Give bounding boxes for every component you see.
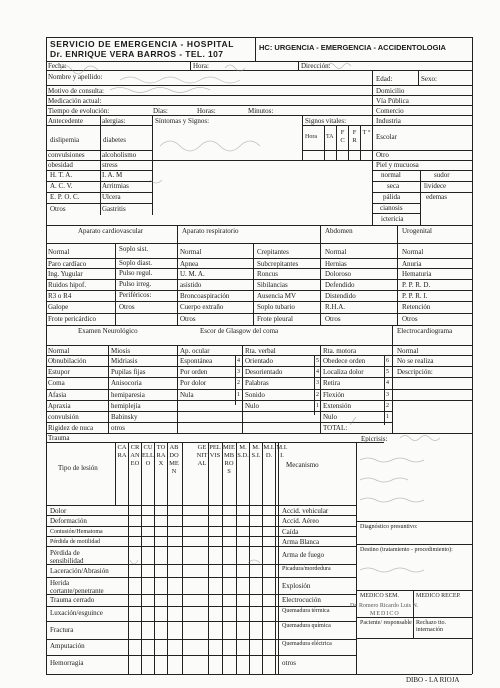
ant-dislipemia: dislipemia [50, 136, 80, 144]
skin-sudor: sudor [434, 171, 450, 179]
col-genital: GENITAL [196, 444, 208, 467]
ecg-normal: Normal [397, 347, 419, 355]
col-mid: M.I.D. [263, 444, 275, 459]
glasgow-motora-title: Rta. motora [323, 347, 357, 355]
motora-score-5: 5 [386, 369, 389, 375]
abd-otros: Otros [325, 315, 341, 323]
ecg-no-realiza: No se realiza [397, 357, 434, 365]
neuro-apraxia: Apraxia [48, 402, 71, 410]
origin-via-publica: Vía Pública [376, 97, 409, 105]
ant-diabetes: diabetes [103, 136, 126, 144]
uro-anuria: Anuria [402, 260, 422, 268]
neuro-obnubilacion: Obnubilación [48, 357, 87, 365]
lesion-laceracion: Laceración/Abrasión [50, 567, 109, 575]
direccion-label: Dirección: [301, 62, 331, 70]
lesion-fractura: Fractura [50, 626, 74, 634]
ant-acv: A. C. V. [50, 182, 73, 190]
cardio-paro: Paro cardíaco [48, 260, 87, 268]
diag-medico-recep: MEDICO RECEP. [416, 593, 461, 599]
abd-hernias: Hernias [325, 260, 347, 268]
origin-otro: Otro [376, 151, 389, 159]
ocular-nula: Nula [180, 391, 194, 399]
neuro-estupor: Estupor [48, 368, 70, 376]
uro-title: Urogenital [402, 227, 432, 235]
lesion-motilidad: Pérdida de motilidad [50, 539, 100, 545]
abd-normal: Normal [325, 248, 347, 256]
vital-fc: F C [340, 129, 345, 144]
abd-distendido: Distendido [325, 292, 356, 300]
neuro-afasia: Afasia [48, 391, 67, 399]
neuro-otros: otros [111, 424, 125, 432]
cardio-soplo-sist: Soplo sist. [119, 245, 149, 253]
mecanismo-title: Mecanismo [286, 461, 319, 469]
abd-defendido: Defendido [325, 281, 355, 289]
cardio-ruidos: Ruidos hipof. [48, 281, 87, 289]
resp-otros: Otros [180, 315, 196, 323]
cardio-title: Aparato cardiovascular [78, 227, 144, 235]
diag-destino: Destino (tratamiento - procedimiento): [360, 547, 453, 553]
mech-picadura: Picadura/mordedura [282, 566, 331, 572]
cardio-soplo-diast: Soplo diast. [119, 259, 153, 267]
abd-doloroso: Doloroso [325, 270, 352, 278]
resp-frote-pleural: Frote pleural [257, 315, 293, 323]
ant-stress: stress [102, 161, 118, 169]
epicrisis-label: Epicrisis: [361, 435, 388, 443]
verbal-score-5: 5 [316, 358, 319, 364]
motora-score-6: 6 [386, 358, 389, 364]
resp-normal: Normal [180, 248, 202, 256]
origin-comercio: Comercio [376, 107, 404, 115]
nombre-label: Nombre y apellido: [48, 73, 103, 81]
lesion-contusion: Contusión/Hematoma [50, 529, 103, 535]
mech-quemadura-termica: Quemadura térmica [282, 608, 330, 614]
neuro-babinsky: Babinsky [111, 413, 138, 421]
trauma-title: Trauma [48, 434, 70, 442]
motora-flexion: Flexión [323, 391, 345, 399]
lesion-deformacion: Deformación [50, 517, 87, 525]
skin-normal: normal [381, 171, 401, 179]
medicacion-label: Medicación actual: [48, 97, 102, 105]
ant-alcoholismo: alcoholismo [102, 151, 137, 159]
lesion-herida: Herida cortante/penetrante [50, 579, 104, 595]
verbal-palabras: Palabras [245, 379, 269, 387]
abd-rha: R.H.A. [325, 303, 346, 311]
resp-sibilancias: Sibilancias [257, 281, 288, 289]
ocular-por-dolor: Por dolor [180, 379, 207, 387]
ant-arritmias: Arritmias [102, 182, 129, 190]
uro-retencion: Retención [402, 303, 431, 311]
neuro-hemiplejia: hemiplejía [111, 402, 141, 410]
vital-fr: F R [352, 129, 357, 144]
lesion-luxacion: Luxación/esguince [50, 609, 103, 617]
verbal-nulo: Nulo [245, 402, 259, 410]
motora-nulo: Nulo [323, 413, 337, 421]
ocular-score-4: 4 [237, 358, 240, 364]
origin-escolar: Escolar [376, 133, 397, 141]
verbal-score-4: 4 [316, 369, 319, 375]
vital-t: T ° [362, 129, 371, 136]
cardio-pulso-regul: Pulso regul. [119, 269, 153, 277]
cardio-otros: Otros [119, 303, 135, 311]
glasgow-total: TOTAL: [323, 424, 348, 432]
col-miembros: MIEMBROS [223, 444, 235, 475]
motora-extension: Extensión [323, 402, 351, 410]
ant-otros: Otros [50, 205, 66, 213]
neuro-coma: Coma [48, 379, 65, 387]
mech-otros: otros [282, 659, 296, 667]
diag-medico-sem: MEDICO SEM. [360, 593, 400, 599]
resp-crepitantes: Crepitantes [257, 248, 289, 256]
ant-hta: H. T. A. [50, 171, 73, 179]
cardio-perifericos: Periféricos: [119, 291, 152, 299]
vitals-label: Signos vitales: [305, 117, 347, 125]
mech-arma-fuego: Arma de fuego [282, 551, 324, 559]
neuro-rigidez: Rigidez de nuca [48, 424, 94, 432]
motora-retira: Retira [323, 379, 341, 387]
ant-convulsiones: convulsiones [48, 151, 85, 159]
mech-quemadura-electrica: Quemadura eléctrica [282, 641, 332, 647]
neuro-anisocoria: Anisocoria [111, 379, 142, 387]
skin-ictericia: ictericia [381, 215, 404, 223]
tipo-lesion: Tipo de lesión [58, 464, 98, 472]
glasgow-ocular-title: Ap. ocular [180, 347, 210, 355]
footer-text: DIBO - LA RIOJA [406, 676, 460, 684]
glasgow-title: Escor de Glasgow del coma [200, 327, 279, 335]
lesion-sensibilidad: Pérdida de sensibilidad [50, 549, 84, 565]
col-craneo: CRANEO [130, 444, 140, 467]
ecg-descripcion: Descripción: [397, 368, 433, 376]
ocular-espontanea: Espontánea [180, 357, 213, 365]
lesion-hemorragia: Hemorragia [50, 659, 84, 667]
stamp-name: Dr. Romero Ricardo Luis N. [350, 603, 419, 609]
fecha-label: Fecha: [48, 62, 67, 70]
col-abdomen: ABDOMEN [169, 444, 179, 475]
motivo-label: Motivo de consulta: [48, 87, 104, 95]
mech-arma-blanca: Arma Blanca [282, 538, 320, 546]
mech-quemadura-quimica: Quemadura química [282, 623, 331, 629]
ocular-score-1: 1 [237, 392, 240, 398]
skin-lividece: lividece [424, 182, 447, 190]
neuro-midriasis: Midriasis [111, 357, 138, 365]
verbal-sonido: Sonido [245, 391, 265, 399]
resp-soplo-tubario: Soplo tubario [257, 303, 295, 311]
skin-cianosis: cianosis [380, 204, 403, 212]
uro-pprd: P. P. R. D. [402, 281, 431, 289]
verbal-orientado: Orientado [245, 357, 273, 365]
motora-localiza: Localiza dolor [323, 368, 364, 376]
doctor-line: Dr. ENRIQUE VERA BARROS - TEL. 107 [50, 49, 224, 59]
resp-uma: U. M. A. [180, 270, 205, 278]
glasgow-verbal-title: Rta. verbal [245, 347, 276, 355]
resp-ausencia-mv: Ausencia MV [257, 292, 297, 300]
resp-broncoaspiracion: Broncoaspiración [180, 292, 230, 300]
col-msd: M.S.D. [237, 444, 249, 459]
skin-title: Piel y mucuosa [376, 161, 419, 169]
vital-hora: Hora [305, 134, 317, 140]
lesion-amputacion: Amputación [50, 642, 85, 650]
verbal-score-3: 3 [316, 380, 319, 386]
cardio-galope: Galope [48, 303, 69, 311]
neuro-hemiparesia: hemiparesia [111, 391, 145, 399]
cardio-frote: Frote pericárdico [48, 315, 97, 323]
uro-hematuria: Hematuria [402, 270, 432, 278]
dias-label: Días: [153, 107, 168, 115]
verbal-score-2: 2 [316, 392, 319, 398]
ocular-por-orden: Por orden [180, 368, 208, 376]
neuro-convulsion: convulsión [48, 413, 79, 421]
resp-roncus: Roncus [257, 270, 278, 278]
symptoms-label: Síntomas y Signos: [155, 117, 210, 125]
origin-industria: Industria [376, 117, 401, 125]
verbal-desorientado: Desorientado [245, 368, 283, 376]
verbal-score-1: 1 [316, 403, 319, 409]
skin-edemas: edemas [426, 193, 447, 201]
minutos-label: Minutos: [248, 107, 274, 115]
col-pelvis: PELVIS [209, 444, 221, 459]
tiempo-label: Tiempo de evolución: [48, 107, 110, 115]
mech-caida: Caída [282, 528, 299, 536]
diag-responsable: Paciente/ responsable [360, 620, 412, 626]
diag-rechazo: Rechazo tto. internación [416, 620, 446, 633]
cardio-yugular: Ing. Yugular [48, 270, 83, 278]
horas-label: Horas: [197, 107, 216, 115]
motora-score-4: 4 [386, 380, 389, 386]
mech-explosion: Explosión [282, 582, 311, 590]
antecedente-title: Antecedente [48, 117, 83, 125]
ecg-title: Electrocardiograma [397, 327, 453, 335]
mech-electrocucion: Electrocución [282, 596, 321, 604]
neuro-normal: Normal [48, 347, 70, 355]
service-title: SERVICIO DE EMERGENCIA - HOSPITAL [50, 39, 234, 49]
ant-ulcera: Ulcera [102, 193, 121, 201]
skin-seca: seca [387, 182, 400, 190]
edad-label: Edad: [376, 75, 393, 83]
hc-title: HC: URGENCIA - EMERGENCIA - ACCIDENTOLOGIA [259, 43, 446, 52]
neuro-pupilas-fijas: Pupilas fijas [111, 368, 146, 376]
col-cara: CARA [117, 444, 127, 459]
uro-ppri: P. P. R. I. [402, 292, 428, 300]
cardio-pulso-irreg: Pulso irreg. [119, 280, 152, 288]
vital-ta: TA [326, 134, 334, 140]
resp-cuerpo-extrano: Cuerpo extraño [180, 303, 224, 311]
cardio-r3r4: R3 o R4 [48, 292, 72, 300]
ant-iam: I. A. M [102, 171, 123, 179]
col-msi: M.S.I. [251, 444, 261, 459]
resp-apnea: Apnea [180, 260, 199, 268]
neuro-title: Examen Neurológico [78, 327, 138, 335]
uro-normal: Normal [402, 248, 424, 256]
col-mii: M.I.I. [276, 444, 288, 459]
hora-label: Hora: [193, 62, 209, 70]
motora-score-1: 1 [386, 414, 389, 420]
stamp-title: MEDICO [370, 611, 400, 617]
ant-epoc: E. P. O. C. [50, 193, 80, 201]
resp-subcrepitantes: Subcrepitantes [257, 260, 299, 268]
uro-otros: Otros [402, 315, 418, 323]
mech-aereo: Accid. Aéreo [282, 517, 319, 525]
skin-palida: pálida [383, 193, 401, 201]
ocular-score-3: 3 [237, 369, 240, 375]
ant-alergias: alergias: [102, 117, 126, 125]
cardio-normal: Normal [48, 248, 70, 256]
ant-gastritis: Gastritis [102, 205, 126, 213]
motora-score-2: 2 [386, 403, 389, 409]
resp-asistido: asistido [180, 281, 202, 289]
col-torax: TORAX [156, 444, 166, 467]
col-cuello: CUELLO [142, 444, 154, 467]
resp-title: Aparato respiratorio [182, 227, 239, 235]
neuro-miosis: Miosis [111, 347, 131, 355]
diag-presuntivo: Diagnóstico presuntivo: [360, 524, 418, 530]
motora-obedece: Obedece orden [323, 357, 366, 365]
sexo-label: Sexo: [421, 75, 437, 83]
origin-domicilio: Domicilio [376, 87, 405, 95]
motora-score-3: 3 [386, 392, 389, 398]
ant-obesidad: obesidad [48, 161, 73, 169]
mech-vehicular: Accid. vehicular [282, 507, 329, 515]
lesion-dolor: Dolor [50, 507, 67, 515]
lesion-trauma-cerrado: Trauma cerrado [50, 596, 95, 604]
abd-title: Abdomen [325, 227, 353, 235]
ocular-score-2: 2 [237, 380, 240, 386]
